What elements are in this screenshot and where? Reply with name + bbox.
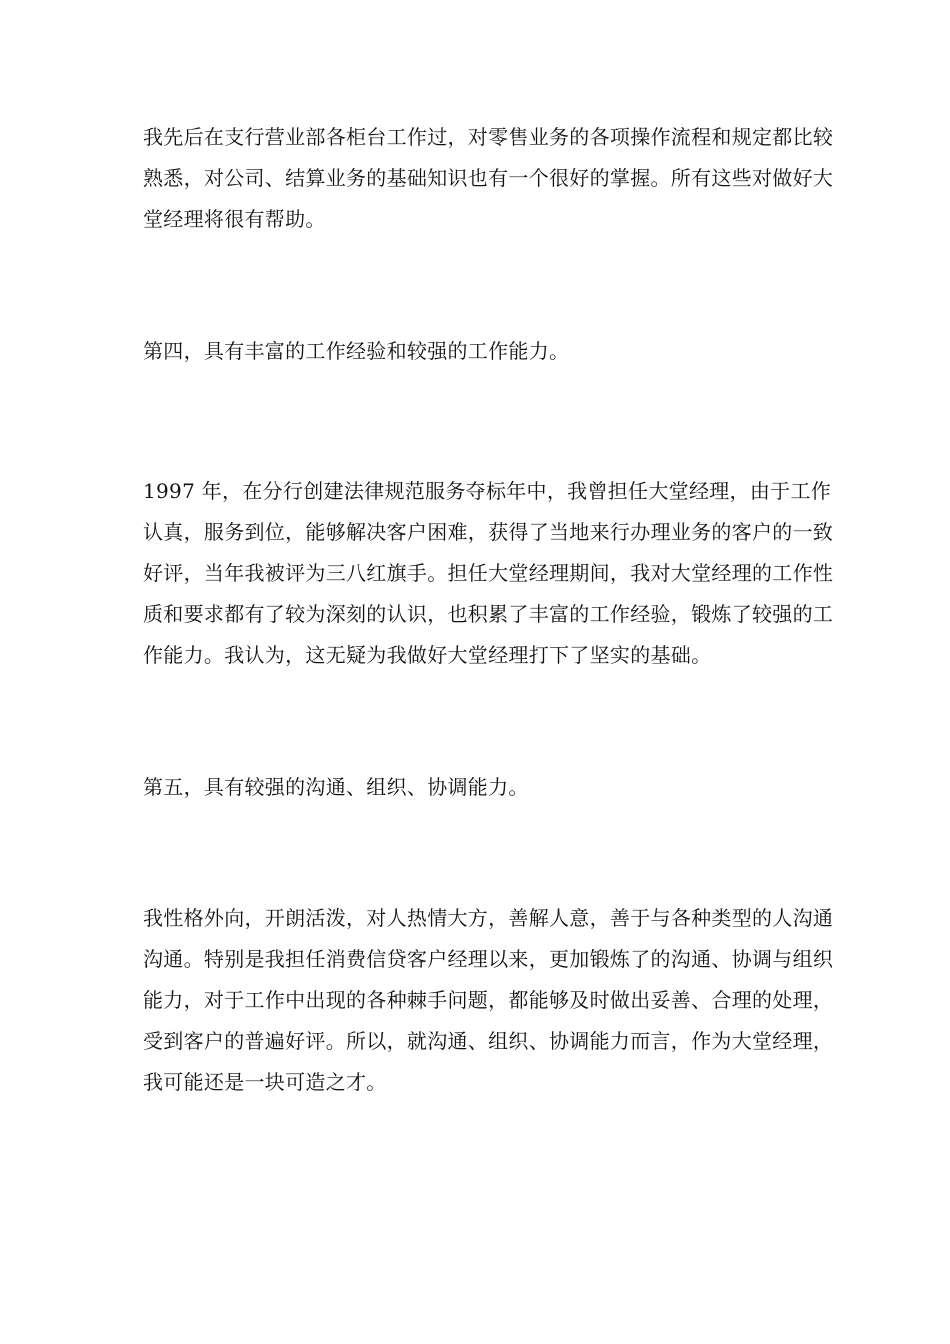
text-line: 作能力。我认为，这无疑为我做好大堂经理打下了坚实的基础。 <box>143 643 712 667</box>
text-line: 我可能还是一块可造之才。 <box>143 1070 387 1094</box>
section-heading-fourth <box>143 331 813 372</box>
text-line: 我先后在支行营业部各柜台工作过，对零售业务的各项操作流程和规定都比较 <box>143 125 834 149</box>
paragraph-communication-skills <box>143 898 834 1103</box>
text-line: 第五，具有较强的沟通、组织、协调能力。 <box>143 775 529 799</box>
text-line: 好评，当年我被评为三八红旗手。担任大堂经理期间，我对大堂经理的工作性 <box>143 561 834 585</box>
text-line: 熟悉，对公司、结算业务的基础知识也有一个很好的掌握。所有这些对做好大 <box>143 166 834 190</box>
text-line: 堂经理将很有帮助。 <box>143 207 326 231</box>
text-line: 认真，服务到位，能够解决客户困难，获得了当地来行办理业务的客户的一致 <box>143 520 834 544</box>
paragraph-work-experience <box>143 471 834 676</box>
section-heading-fifth <box>143 767 813 808</box>
text-line: 第四，具有丰富的工作经验和较强的工作能力。 <box>143 339 570 363</box>
text-line: 1997 年，在分行创建法律规范服务夺标年中，我曾担任大堂经理，由于工作 <box>143 479 832 503</box>
text-line: 我性格外向，开朗活泼，对人热情大方，善解人意，善于与各种类型的人沟通 <box>143 906 834 930</box>
text-line: 受到客户的普遍好评。所以，就沟通、组织、协调能力而言，作为大堂经理， <box>143 1029 834 1053</box>
paragraph-experience-intro <box>143 117 834 240</box>
text-line: 能力，对于工作中出现的各种棘手问题，都能够及时做出妥善、合理的处理， <box>143 988 834 1012</box>
text-line: 沟通。特别是我担任消费信贷客户经理以来，更加锻炼了的沟通、协调与组织 <box>143 947 834 971</box>
text-line: 质和要求都有了较为深刻的认识，也积累了丰富的工作经验，锻炼了较强的工 <box>143 602 834 626</box>
